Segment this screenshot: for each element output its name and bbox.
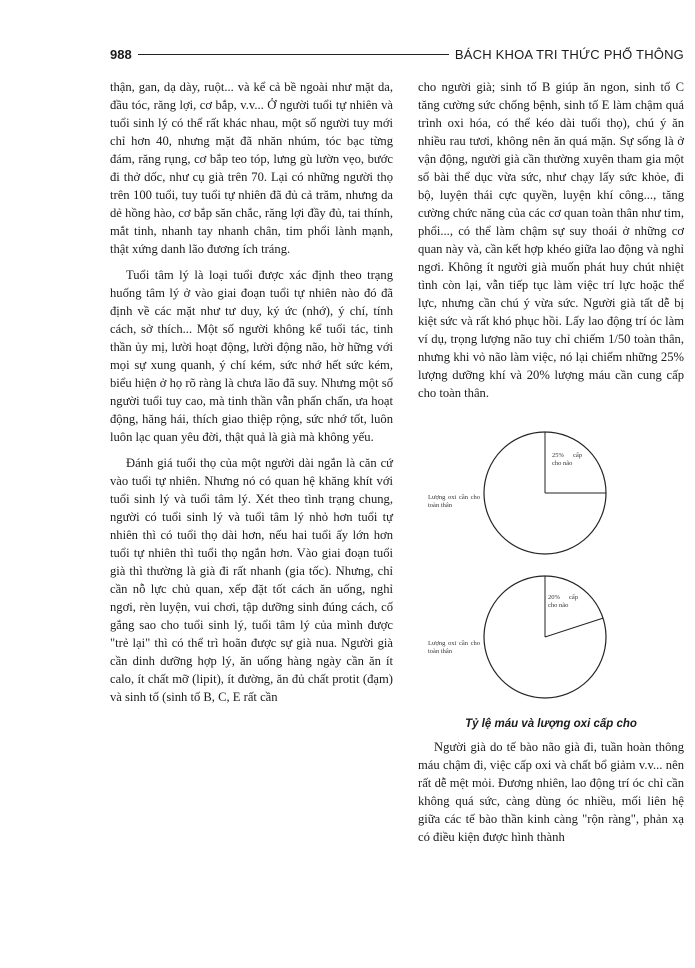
pie-chart-top bbox=[482, 430, 608, 556]
header-rule bbox=[138, 54, 449, 55]
pie-chart-bottom bbox=[482, 574, 608, 700]
paragraph: cho người già; sinh tố B giúp ăn ngon, sinh tố C tăng cường sức chống bệnh, sinh tố E làm chậm quá trình oxi hóa, có thể kéo dài tuổi thọ), chú ý ăn nhiều rau tươi, không nên ăn quá mặn. Sự sống là ở vận động, người già cần thường xuyên tham gia một số bài thể dục vừa sức, như chạy lấy sức khỏe, đi bộ, luyện thái cực quyền, luyện khí công..., tăng cường chức năng của các cơ quan toàn thân như tim, phổi..., có thể làm chậm sự suy thoái ở những cơ quan này và, cần kết hợp khéo giữa lao động và nghỉ ngơi. Không ít người già muốn phát huy chút nhiệt tình còn lại, vẫn tiếp tục làm việc trí lực hoặc thể lực, nhưng cần chú ý vừa sức. Người già tất dễ bị kiệt sức và rất khó phục hồi. Lấy lao động trí óc làm ví dụ, trọng lượng não tuy chỉ chiếm 1/50 toàn thân, nhưng khi vỏ não làm việc, nó lại chiếm những 25% lượng dưỡng khí và 20% lượng máu cần cung cấp cho toàn thân. bbox=[418, 80, 684, 400]
paragraph: Tuổi tâm lý là loại tuổi được xác định theo trạng huống tâm lý ở vào giai đoạn tuổi tự nhiên nào đó đã định về các mặt như tư duy, ký ức (nhớ), ý chí, tính cách, sở thích... Một số người không kể tuổi tác, tinh thần ủy mị, lười hoạt động, lười động não, hờ hững với mọi sự xung quanh, ý chí kém, sức nhớ hết sức kém, biểu hiện ở họ rõ ràng là chưa lão đã suy. Nhưng một số người tuổi tuy cao, mà tinh thần vẫn phấn chấn, ưa hoạt động, hăng hái, thích giao thiệp rộng, sức nhớ tốt, luôn luôn lạc quan yêu đời, thật quả là già mà không yếu. bbox=[110, 268, 393, 444]
slice-label-body: Lượng oxi cần cho toàn thân bbox=[428, 494, 480, 509]
slice-label-brain: 25% cấp cho não bbox=[552, 452, 582, 467]
paragraph: Đánh giá tuổi thọ của một người dài ngắn là căn cứ vào tuổi tự nhiên. Nhưng nó có quan hệ khăng khít với tuổi sinh lý và tuổi tâm lý. Xét theo tình trạng chung, người có tuổi sinh lý và tuổi tâm lý nhỏ hơn tuổi tự nhiên thì có tuổi thọ dài hơn, nếu hai tuổi ấy lớn hơn tuổi tự nhiên thì tuổi thọ ngắn hơn. Vào giai đoạn tuổi già thì thường là già đi rất nhanh (gia tốc). Nhưng, chỉ cần nỗ lực chủ quan, xếp đặt tốt cách ăn uống, nghỉ ngơi, rèn luyện, vui chơi, tập dưỡng sinh đúng cách, cố gắng sao cho tuổi sinh lý, tuổi tâm lý của mình được "trẻ lại" thì có thể trì hoãn được sự già nua. Người già cần dinh dưỡng hợp lý, ăn uống hàng ngày cần ăn ít calo, ít chất mỡ (lipit), ít đường, ăn đủ chất protit (đạm) và sinh tố (sinh tố B, C, E rất cần bbox=[110, 456, 393, 704]
pie-chart-figure bbox=[418, 408, 684, 738]
right-column bbox=[418, 78, 684, 846]
slice-label-body: Lượng oxi cần cho toàn thân bbox=[428, 640, 480, 655]
page-number: 988 bbox=[110, 46, 132, 62]
left-column bbox=[110, 78, 393, 706]
figure-caption: Tỷ lệ máu và lượng oxi cấp cho bbox=[465, 718, 637, 730]
page-header bbox=[110, 44, 684, 64]
running-title: BÁCH KHOA TRI THỨC PHỔ THÔNG bbox=[454, 46, 684, 62]
paragraph: Người già do tế bào não già đi, tuần hoàn thông máu chậm đi, việc cấp oxi và chất bổ giảm v.v... nên rất dễ mệt mỏi. Đương nhiên, lao động trí óc chỉ cần không quá sức, càng dùng óc nhiều, mối liên hệ giữa các tế bào thần kinh càng "rộn ràng", phản xạ có điều kiện được hình thành bbox=[418, 740, 684, 844]
slice-label-brain: 20% cấp cho não bbox=[548, 594, 578, 609]
paragraph: thận, gan, dạ dày, ruột... và kể cả bề ngoài như mặt da, đầu tóc, răng lợi, cơ bắp, v.v... Ở người tuổi tự nhiên và tuổi sinh lý có thể rất khác nhau, một số người tuy mới chỉ hơn 40, nhưng mặt đã nhăn nhúm, tóc bạc từng đám, răng rụng, cơ bắp teo tóp, lưng gù lườn vẹo, bước đi thở dốc, như cụ già trên 70. Lại có những người thọ trên 100 tuổi, tuy tuổi tự nhiên đã đủ cả trăm, nhưng da dẻ hồng hào, cơ bắp săn chắc, răng lợi đầy đủ, tai thính, mắt tinh, nhanh tay nhanh chân, tim phổi lành mạnh, thật xứng danh lão đương ích tráng. bbox=[110, 80, 393, 256]
